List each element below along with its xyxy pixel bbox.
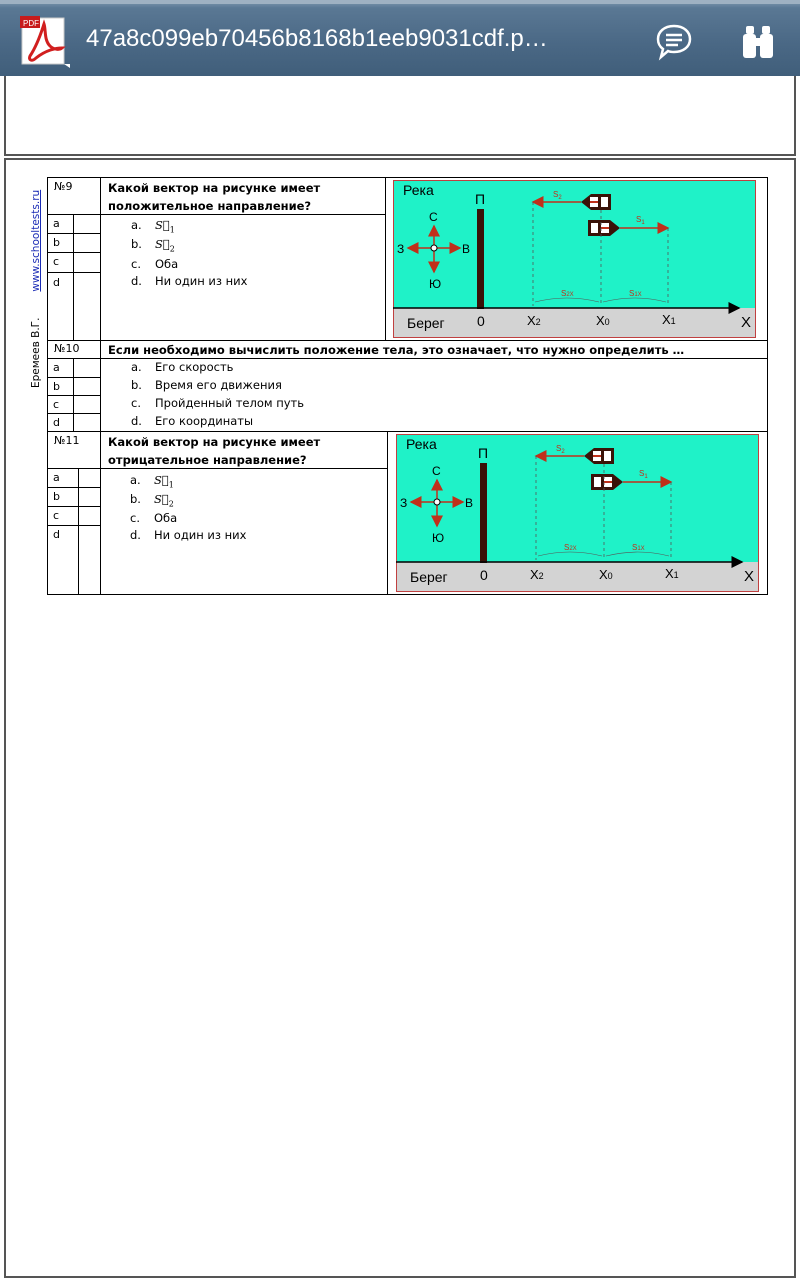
answer-letter[interactable]: d — [53, 528, 60, 541]
answer-letter[interactable]: c — [53, 509, 60, 522]
x1-label: X — [665, 566, 674, 581]
comment-icon[interactable] — [652, 20, 696, 64]
option-text: Время его движения — [155, 378, 282, 392]
x0-label: X — [599, 567, 608, 582]
question-number: №11 — [47, 431, 101, 469]
option-a[interactable] — [130, 473, 174, 489]
option-b[interactable] — [130, 492, 174, 508]
question-text — [100, 177, 386, 215]
post-bar — [480, 463, 487, 563]
axis-label: X — [744, 568, 755, 585]
option-marker: b. — [130, 492, 141, 506]
option-text: Ни один из них — [154, 528, 247, 542]
west-label: З — [397, 242, 405, 256]
shore-area — [396, 562, 758, 592]
x2-label: X — [527, 313, 536, 328]
option-text: Ни один из них — [155, 274, 248, 288]
answer-letter[interactable]: a — [53, 471, 60, 484]
river-label: Река — [403, 182, 434, 198]
question-text — [100, 431, 388, 469]
answer-letter[interactable]: d — [53, 416, 60, 429]
answer-letter[interactable]: a — [53, 361, 60, 374]
x2-label: X — [530, 567, 539, 582]
answer-letter[interactable]: a — [53, 217, 60, 230]
s2x-label: S — [561, 289, 567, 298]
s1-vector-label: S — [639, 469, 645, 478]
question-text-line: отрицательное направление? — [108, 453, 307, 467]
answer-letter[interactable]: d — [53, 276, 60, 289]
option-marker: a. — [131, 360, 142, 374]
answer-letter[interactable]: c — [53, 255, 60, 268]
west-label: З — [400, 496, 408, 510]
option-text: S⃗ — [155, 218, 170, 232]
option-c[interactable] — [130, 511, 177, 525]
question-text-line: положительное направление? — [108, 199, 312, 213]
x1-subscript: 1 — [670, 316, 676, 326]
svg-text:PDF: PDF — [23, 19, 39, 28]
s2x-label: S — [564, 543, 570, 552]
south-label: Ю — [429, 277, 442, 291]
south-label: Ю — [432, 531, 445, 545]
answer-letter[interactable]: b — [53, 490, 60, 503]
post-label: П — [475, 191, 486, 207]
option-marker: a. — [131, 218, 142, 232]
x0-label: X — [596, 313, 605, 328]
option-text: S⃗ — [154, 473, 169, 487]
option-marker: c. — [131, 257, 141, 271]
option-text: Пройденный телом путь — [155, 396, 305, 410]
s1x-subscript: 1X — [637, 546, 645, 552]
option-marker: b. — [131, 237, 142, 251]
option-d[interactable] — [130, 528, 246, 542]
option-marker: a. — [130, 473, 141, 487]
s1-vector-label: S — [636, 215, 642, 224]
question-number: №9 — [47, 177, 101, 215]
option-subscript: 2 — [169, 244, 175, 254]
author-label: Еремеев В.Г. — [30, 317, 42, 388]
river-area — [393, 180, 755, 308]
option-text: Оба — [155, 257, 179, 271]
option-a[interactable] — [131, 218, 175, 234]
option-marker: d. — [131, 274, 142, 288]
option-subscript: 2 — [168, 499, 174, 509]
x1-label: X — [662, 312, 671, 327]
shore-area — [393, 308, 755, 338]
question-text-line: Какой вектор на рисунке имеет — [108, 435, 321, 449]
question-text: Если необходимо вычислить положение тела, это означает, что нужно определить … — [100, 340, 768, 359]
app-bar — [0, 0, 800, 76]
option-b[interactable] — [131, 237, 175, 253]
option-text: Оба — [154, 511, 178, 525]
s1x-label: S — [629, 289, 635, 298]
option-d[interactable] — [131, 414, 253, 428]
east-label: В — [462, 242, 471, 256]
option-marker: d. — [130, 528, 141, 542]
option-text: Его скорость — [155, 360, 234, 374]
river-diagram — [396, 434, 760, 594]
option-d[interactable] — [131, 274, 247, 288]
x1-subscript: 1 — [673, 570, 679, 580]
s1-vector-subscript: 1 — [641, 220, 645, 226]
x2-subscript: 2 — [538, 571, 544, 581]
s2-vector-subscript: 2 — [561, 449, 565, 455]
north-label: С — [432, 464, 441, 478]
river-label: Река — [406, 436, 437, 452]
post-label: П — [478, 445, 489, 461]
east-label: В — [465, 496, 474, 510]
binoculars-icon[interactable] — [736, 20, 780, 64]
answer-letter[interactable]: b — [53, 380, 60, 393]
document-title: 47a8c099eb70456b8168b1eeb9031cdf.p… — [86, 25, 548, 52]
river-diagram — [393, 180, 757, 340]
answer-letter[interactable]: b — [53, 236, 60, 249]
s2-vector-label: S — [556, 444, 562, 453]
option-b[interactable] — [131, 378, 282, 392]
s2x-subscript: 2X — [569, 546, 577, 552]
side-caption — [30, 189, 42, 598]
s2-vector-subscript: 2 — [558, 195, 562, 201]
x2-subscript: 2 — [535, 317, 541, 327]
option-subscript: 1 — [169, 225, 175, 235]
option-text: S⃗ — [155, 237, 170, 251]
origin-label: 0 — [477, 313, 485, 329]
option-marker: d. — [131, 414, 142, 428]
axis-label: X — [741, 314, 752, 331]
river-area — [396, 434, 758, 562]
site-link[interactable]: www.schooltests.ru — [30, 189, 42, 292]
option-text: Его координаты — [155, 414, 254, 428]
s1-vector-subscript: 1 — [644, 474, 648, 480]
option-marker: c. — [130, 511, 140, 525]
x0-subscript: 0 — [607, 571, 613, 581]
previous-page — [4, 76, 796, 156]
pdf-app-icon[interactable] — [20, 16, 70, 68]
option-marker: c. — [131, 396, 141, 410]
question-number: №10 — [47, 340, 101, 359]
option-c[interactable] — [131, 396, 304, 410]
option-text: S⃗ — [154, 492, 169, 506]
option-subscript: 1 — [168, 480, 174, 490]
option-c[interactable] — [131, 257, 178, 271]
post-bar — [477, 209, 484, 309]
shore-label: Берег — [407, 315, 445, 331]
s1x-label: S — [632, 543, 638, 552]
x0-subscript: 0 — [604, 317, 610, 327]
question-text-line: Какой вектор на рисунке имеет — [108, 181, 321, 195]
answer-letter[interactable]: c — [53, 398, 60, 411]
s1x-subscript: 1X — [634, 292, 642, 298]
origin-label: 0 — [480, 567, 488, 583]
shore-label: Берег — [410, 569, 448, 585]
s2-vector-label: S — [553, 190, 559, 199]
north-label: С — [429, 210, 438, 224]
s2x-subscript: 2X — [566, 292, 574, 298]
option-marker: b. — [131, 378, 142, 392]
option-a[interactable] — [131, 360, 233, 374]
